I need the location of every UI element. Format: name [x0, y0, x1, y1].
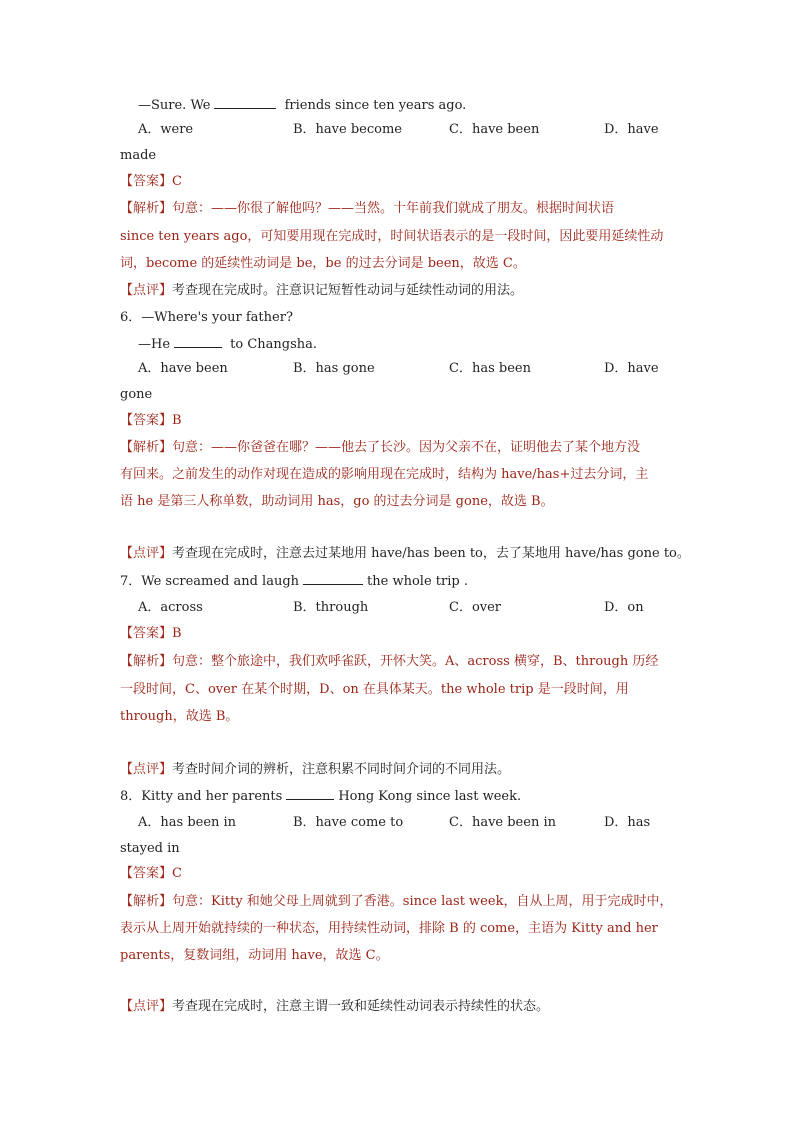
option-c: C．over	[449, 600, 502, 615]
q5-stem: —Sure. We friends since ten years ago.	[138, 98, 467, 113]
q7-answer: 【答案】B	[120, 626, 182, 641]
option-c: C．have been in	[449, 815, 556, 830]
q7-stem: 7．We screamed and laugh the whole trip .	[120, 574, 468, 589]
option-b: B．have become	[293, 122, 402, 137]
option-d: D．have	[604, 122, 659, 137]
q5-analysis-line-3: 词，become 的延续性动词是 be，be 的过去分词是 been，故选 C。	[120, 256, 526, 271]
q8-analysis-line-2: 表示从上周开始就持续的一种状态，用持续性动词，排除 B 的 come，主语为 Kitty and her	[120, 921, 658, 936]
q8-analysis-line-1: 【解析】句意：Kitty 和她父母上周就到了香港。since last week，自从上周，用于完成时中，	[120, 894, 673, 909]
option-a: A．has been in	[138, 815, 237, 830]
q6-answer: 【答案】B	[120, 413, 182, 428]
answer-blank	[286, 787, 334, 800]
option-c: C．has been	[449, 361, 531, 376]
q8-comment: 【点评】考查现在完成时，注意主谓一致和延续性动词表示持续性的状态。	[120, 999, 550, 1014]
q8-option-wrap: stayed in	[120, 841, 180, 856]
answer-blank	[214, 96, 276, 109]
option-b: B．through	[293, 600, 369, 615]
option-c: C．have been	[449, 122, 540, 137]
q6-option-wrap: gone	[120, 387, 153, 402]
option-b: B．has gone	[293, 361, 375, 376]
q6-analysis-line-1: 【解析】句意：——你爸爸在哪？——他去了长沙。因为父亲不在，证明他去了某个地方没	[120, 440, 641, 455]
q7-analysis-line-3: through，故选 B。	[120, 709, 239, 724]
q5-comment: 【点评】考查现在完成时。注意识记短暂性动词与延续性动词的用法。	[120, 283, 524, 298]
answer-blank	[174, 335, 222, 348]
q8-analysis-line-3: parents，复数词组，动词用 have，故选 C。	[120, 948, 389, 963]
q5-analysis-line-1: 【解析】句意：——你很了解他吗？——当然。十年前我们就成了朋友。根据时间状语	[120, 201, 615, 216]
q6-stem-line-2: —He to Changsha.	[138, 337, 318, 352]
q7-analysis-line-2: 一段时间，C、over 在某个时期，D、on 在具体某天。the whole trip 是一段时间，用	[120, 682, 629, 697]
option-a: A．across	[138, 600, 203, 615]
answer-blank	[303, 572, 363, 585]
q6-analysis-line-3: 语 he 是第三人称单数，助动词用 has，go 的过去分词是 gone，故选 B。	[120, 494, 554, 509]
option-d: D．on	[604, 600, 644, 615]
q5-analysis-line-2: since ten years ago，可知要用现在完成时，时间状语表示的是一段时间，因此要用延续性动	[120, 229, 664, 244]
q5-answer: 【答案】C	[120, 174, 182, 189]
q6-comment: 【点评】考查现在完成时，注意去过某地用 have/has been to，去了某地用 have/has gone to。	[120, 546, 690, 561]
q7-comment: 【点评】考查时间介词的辨析，注意积累不同时间介词的不同用法。	[120, 762, 511, 777]
option-a: A．were	[138, 122, 194, 137]
q8-answer: 【答案】C	[120, 866, 182, 881]
q8-stem: 8．Kitty and her parents Hong Kong since last week.	[120, 789, 522, 804]
option-d: D．has	[604, 815, 651, 830]
q7-analysis-line-1: 【解析】句意：整个旅途中，我们欢呼雀跃，开怀大笑。A、across 横穿，B、through 历经	[120, 654, 659, 669]
option-d: D．have	[604, 361, 659, 376]
option-b: B．have come to	[293, 815, 404, 830]
q6-analysis-line-2: 有回来。之前发生的动作对现在造成的影响用现在完成时，结构为 have/has+过去分词，主	[120, 467, 649, 482]
option-a: A．have been	[138, 361, 228, 376]
q5-option-wrap: made	[120, 148, 157, 163]
q6-stem-line-1: 6．—Where's your father?	[120, 310, 293, 325]
